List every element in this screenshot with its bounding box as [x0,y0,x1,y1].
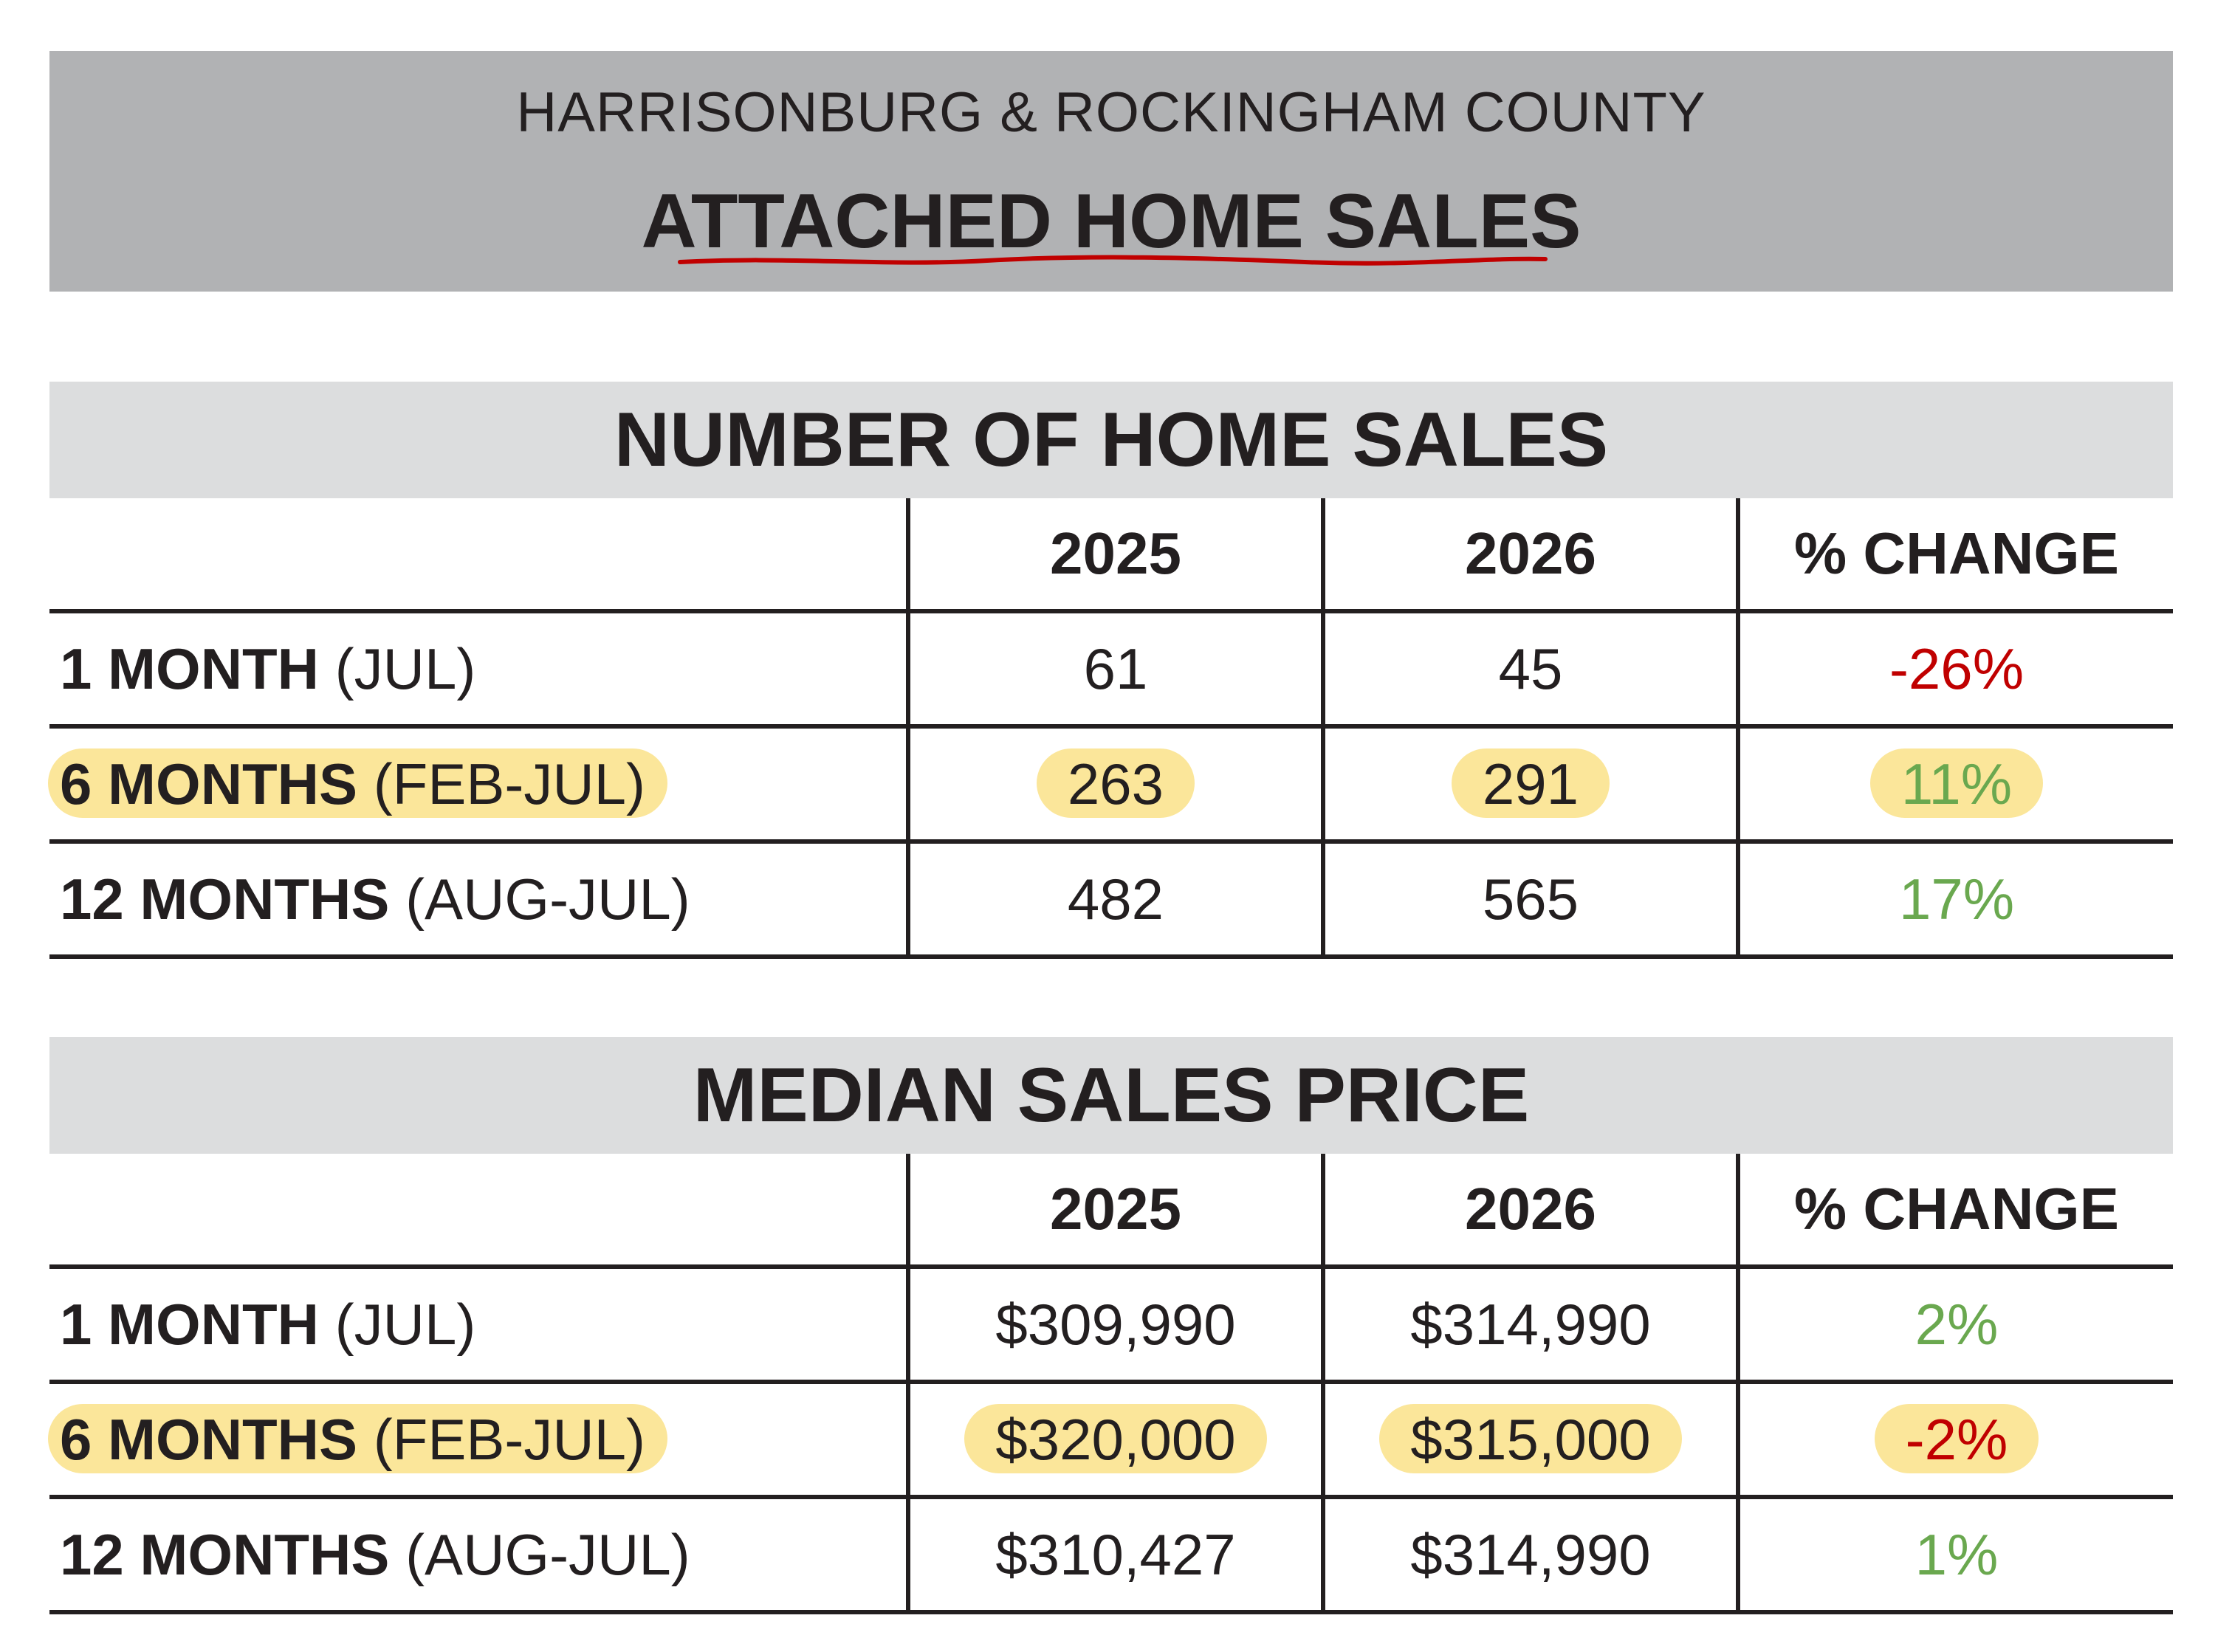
region-name: HARRISONBURG & ROCKINGHAM COUNTY [516,81,1706,144]
column-header-2026: 2026 [1323,498,1738,611]
value-text: $314,990 [1410,1291,1651,1357]
highlighted-value: 263 [1037,748,1195,818]
column-header-2026: 2026 [1323,1154,1738,1267]
value-2025 [908,611,1323,726]
value-text: 1% [1914,1521,1999,1587]
highlighted-value: -2% [1875,1404,2039,1473]
home-sales-section [49,382,2173,959]
percent-change [1738,726,2173,842]
column-header-2025: 2025 [908,498,1323,611]
highlighted-value: 11% [1870,748,2043,818]
title-underline [677,250,1548,272]
section-title: NUMBER OF HOME SALES [49,382,2173,498]
period-range: (FEB-JUL) [373,1406,646,1472]
table-row [49,1267,2173,1382]
column-header-change: % CHANGE [1738,498,2173,611]
median-price-table [49,1154,2173,1614]
value-2025 [908,1497,1323,1612]
period-name: 1 MONTH [60,636,319,701]
percent-change [1738,1497,2173,1612]
value-2025 [908,842,1323,957]
value-text: 482 [1067,866,1164,932]
table-row [49,842,2173,957]
percent-change [1738,1382,2173,1497]
column-header [49,1154,908,1267]
value-text: $309,990 [995,1291,1236,1357]
table-header-row [49,498,2173,611]
table-row [49,611,2173,726]
value-text: 45 [1498,636,1563,701]
highlighted-value: $315,000 [1379,1404,1681,1473]
value-text: $310,427 [995,1521,1236,1587]
value-2026 [1323,1267,1738,1382]
period-label [49,1497,908,1612]
table-row [49,1497,2173,1612]
percent-change [1738,611,2173,726]
period-label [49,611,908,726]
table-row-highlighted [49,726,2173,842]
value-text: $314,990 [1410,1521,1651,1587]
highlight-mark [48,1404,667,1473]
period-label [49,842,908,957]
period-range: (JUL) [334,636,476,701]
period-label [49,1382,908,1497]
period-range: (FEB-JUL) [373,751,646,816]
value-2025 [908,726,1323,842]
median-price-section [49,1037,2173,1614]
period-label [49,1267,908,1382]
value-text: -26% [1889,636,2025,701]
period-name: 1 MONTH [60,1291,319,1357]
percent-change [1738,1267,2173,1382]
table-header-row [49,1154,2173,1267]
value-text: 17% [1898,866,2015,932]
home-sales-table [49,498,2173,959]
percent-change [1738,842,2173,957]
value-text: 61 [1083,636,1148,701]
section-title: MEDIAN SALES PRICE [49,1037,2173,1154]
period-range: (AUG-JUL) [405,1521,690,1587]
period-range: (JUL) [334,1291,476,1357]
highlight-mark [48,748,667,818]
value-2026 [1323,1497,1738,1612]
report-title: ATTACHED HOME SALES [641,179,1582,264]
period-label [49,726,908,842]
value-2026 [1323,1382,1738,1497]
column-header [49,498,908,611]
period-range: (AUG-JUL) [405,866,690,932]
column-header-2025: 2025 [908,1154,1323,1267]
value-2025 [908,1267,1323,1382]
value-2026 [1323,726,1738,842]
value-2026 [1323,611,1738,726]
period-name: 12 MONTHS [60,1521,390,1587]
value-text: 2% [1914,1291,1999,1357]
period-name: 6 MONTHS [60,1406,358,1472]
value-text: 565 [1482,866,1579,932]
table-row-highlighted [49,1382,2173,1497]
value-2026 [1323,842,1738,957]
highlighted-value: 291 [1452,748,1610,818]
period-name: 12 MONTHS [60,866,390,932]
highlighted-value: $320,000 [964,1404,1266,1473]
period-name: 6 MONTHS [60,751,358,816]
column-header-change: % CHANGE [1738,1154,2173,1267]
value-2025 [908,1382,1323,1497]
